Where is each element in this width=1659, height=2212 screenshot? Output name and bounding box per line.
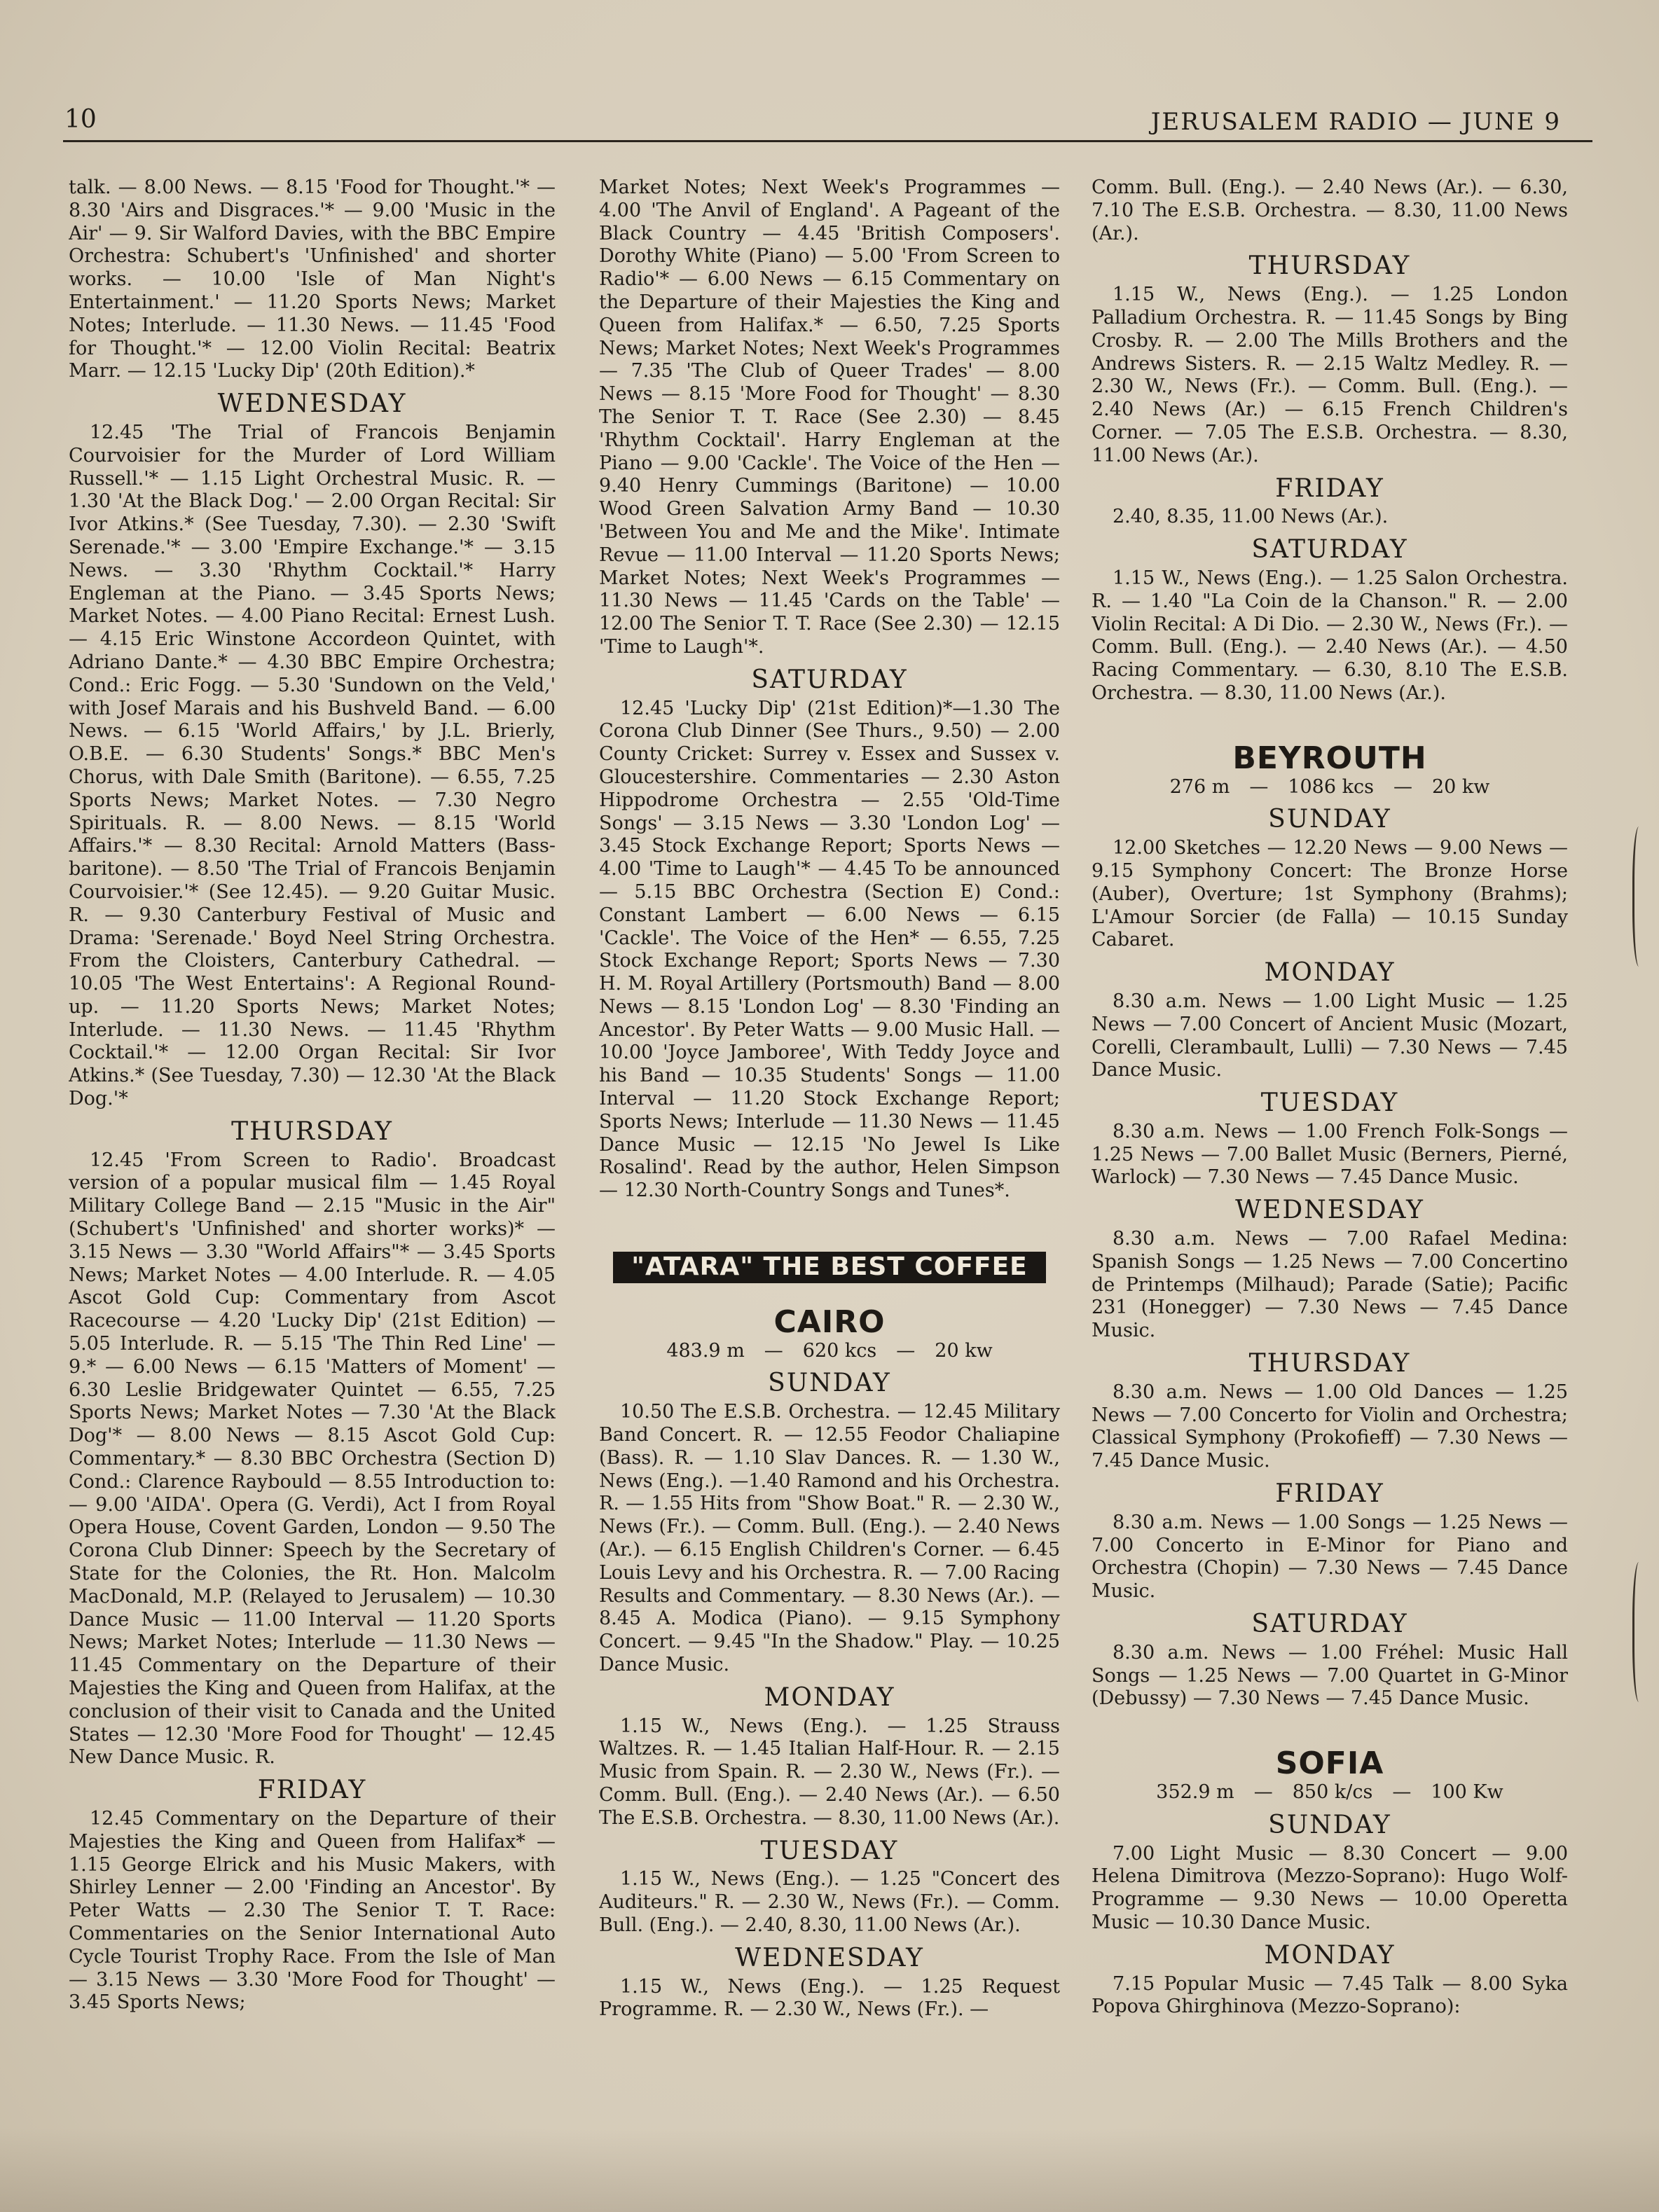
column-2 <box>599 177 1060 2128</box>
station-info-sofia <box>1092 1781 1568 1804</box>
day-heading-thursday: THURSDAY <box>1248 251 1411 281</box>
station-title-beyrouth: BEYROUTH <box>1232 740 1427 776</box>
sofia-day-heading-sunday: SUNDAY <box>1268 1810 1391 1839</box>
separator-dash: — <box>764 1339 783 1362</box>
saturday-listings: 1.15 W., News (Eng.). — 1.25 Salon Orchestra. R. — 1.40 "La Coin de la Chanson." R. — 2.00 Violin Recital: A Di Dio. — 2.30 W., News (Fr.). — Comm. Bull. (Eng.). — 2.40 News (Ar.). — 4.50 Racing Commentary. — 6.30, 8.10 The E.S.B. Orchestra. — 8.30, 11.00 News (Ar.). <box>1092 567 1568 704</box>
cairo-wednesday-listings: 1.15 W., News (Eng.). — 1.25 Request Programme. R. — 2.30 W., News (Fr.). — <box>599 1975 1060 2021</box>
station-wavelength: 276 m <box>1169 775 1230 798</box>
binding-tear-mark <box>1632 1562 1648 1702</box>
col3-intro: Comm. Bull. (Eng.). — 2.40 News (Ar.). — 6.30, 7.10 The E.S.B. Orchestra. — 8.30, 11.00 News (Ar.). <box>1092 177 1568 244</box>
col1-intro: talk. — 8.00 News. — 8.15 'Food for Thought.'* — 8.30 'Airs and Disgraces.'* — 9.00 'Music in the Air' — 9. Sir Walford Davies, with the BBC Empire Orchestra: Schubert's 'Unfinished' and shorter works. — 10.00 'Isle of Man Night's Entertainment.' — 11.20 Sports News; Market Notes; Interlude. — 11.30 News. — 11.45 'Food for Thought.'* — 12.00 Violin Recital: Beatrix Marr. — 12.15 'Lucky Dip' (20th Edition).* <box>69 177 556 382</box>
column-1 <box>69 177 556 2128</box>
beyrouth-saturday-listings: 8.30 a.m. News — 1.00 Fréhel: Music Hall Songs — 1.25 News — 7.00 Quartet in G-Minor (Debussy) — 7.30 News — 7.45 Dance Music. <box>1092 1641 1568 1710</box>
column-3 <box>1092 177 1568 2128</box>
day-heading-wednesday: WEDNESDAY <box>217 389 407 419</box>
cairo-monday-listings: 1.15 W., News (Eng.). — 1.25 Strauss Waltzes. R. — 1.45 Italian Half-Hour. R. — 2.15 Music from Spain. R. — 2.30 W., News (Fr.). — Comm. Bull. (Eng.). — 2.40 News (Ar.). — 6.50 The E.S.B. Orchestra. — 8.30, 11.00 News (Ar.). <box>599 1715 1060 1829</box>
beyrouth-day-heading-monday: MONDAY <box>1264 958 1396 988</box>
beyrouth-day-heading-thursday: THURSDAY <box>1248 1349 1411 1378</box>
saturday-listings: 12.45 'Lucky Dip' (21st Edition)*—1.30 The Corona Club Dinner (See Thurs., 9.50) — 2.00 County Cricket: Surrey v. Essex and Sussex v. Gloucestershire. Commentaries — 2.30 Aston Hippodrome Orchestra — 2.55 'Old-Time Songs' — 3.15 News — 3.30 'London Log' — 3.45 Stock Exchange Report; Sports News — 4.00 'Time to Laugh'* — 4.45 To be announced — 5.15 BBC Orchestra (Section E) Cond.: Constant Lambert — 6.00 News — 6.15 'Cackle'. The Voice of the Hen* — 6.55, 7.25 Stock Exchange Report; Sports News — 7.30 H. M. Royal Artillery (Portsmouth) Band — 8.00 News — 8.15 'London Log' — 8.30 'Finding an Ancestor'. By Peter Watts — 9.00 Music Hall. — 10.00 'Joyce Jamboree', With Teddy Joyce and his Band — 10.35 Students' Songs — 11.00 Interval — 11.20 Stock Exchange Report; Sports News; Interlude — 11.30 News — 11.45 Dance Music — 12.15 'No Jewel Is Like Rosalind'. Read by the author, Helen Simpson — 12.30 North-Country Songs and Tunes*. <box>599 697 1060 1202</box>
beyrouth-day-heading-friday: FRIDAY <box>1275 1479 1384 1509</box>
station-frequency: 850 k/cs <box>1292 1781 1373 1804</box>
wednesday-listings: 12.45 'The Trial of Francois Benjamin Courvoisier for the Murder of Lord William Russell.'* — 1.15 Light Orchestral Music. R. — 1.30 'At the Black Dog.' — 2.00 Organ Recital: Sir Ivor Atkins.* (See Tuesday, 7.30). — 2.30 'Swift Serenade.'* — 3.00 'Empire Exchange.'* — 3.15 News. — 3.30 'Rhythm Cocktail.'* Harry Engleman at the Piano. — 3.45 Sports News; Market Notes. — 4.00 Piano Recital: Ernest Lush. — 4.15 Eric Winstone Accordeon Quintet, with Adriano Dante.* — 4.30 BBC Empire Orchestra; Cond.: Eric Fogg. — 5.30 'Sundown on the Veld,' with Josef Marais and his Bushveld Band. — 6.00 News. — 6.15 'World Affairs,' by J.L. Brierly, O.B.E. — 6.30 Students' Songs.* BBC Men's Chorus, with Dale Smith (Baritone). — 6.55, 7.25 Sports News; Market Notes. — 7.30 Negro Spirituals. R. — 8.00 News. — 8.15 'World Affairs.'* — 8.30 Recital: Arnold Matters (Bass-baritone). — 8.50 'The Trial of Francois Benjamin Courvoisier.'* (See 12.45). — 9.20 Guitar Music. R. — 9.30 Canterbury Festival of Music and Drama: 'Serenade.' Boyd Neel String Orchestra. From the Cloisters, Canterbury Cathedral. — 10.05 'The West Entertains': A Regional Round-up. — 11.20 Sports News; Market Notes; Interlude. — 11.30 News. — 11.45 'Rhythm Cocktail.'* — 12.00 Organ Recital: Sir Ivor Atkins.* (See Tuesday, 7.30) — 12.30 'At the Black Dog.'* <box>69 421 556 1110</box>
station-frequency: 1086 kcs <box>1288 775 1374 798</box>
page-edge-shadow <box>0 2128 1659 2212</box>
station-title-cairo: CAIRO <box>773 1304 886 1340</box>
beyrouth-monday-listings: 8.30 a.m. News — 1.00 Light Music — 1.25 News — 7.00 Concert of Ancient Music (Mozart, Corelli, Clerambault, Lulli) — 7.30 News — 7.45 Dance Music. <box>1092 990 1568 1081</box>
cairo-day-heading-tuesday: TUESDAY <box>760 1836 899 1865</box>
beyrouth-sunday-listings: 12.00 Sketches — 12.20 News — 9.00 News — 9.15 Symphony Concert: The Bronze Horse (Auber), Overture; 1st Symphony (Brahms); L'Amour Sorcier (de Falla) — 10.15 Sunday Cabaret. <box>1092 837 1568 951</box>
separator-dash: — <box>1392 1781 1412 1804</box>
header-rule <box>63 140 1592 142</box>
cairo-sunday-listings: 10.50 The E.S.B. Orchestra. — 12.45 Military Band Concert. R. — 12.55 Feodor Chaliapine (Bass). R. — 1.10 Slav Dances. R. — 1.30 W., News (Eng.). —1.40 Ramond and his Orchestra. R. — 1.55 Hits from "Show Boat." R. — 2.30 W., News (Fr.). — Comm. Bull. (Eng.). — 2.40 News (Ar.). — 6.15 English Children's Corner. — 6.45 Louis Levy and his Orchestra. R. — 7.00 Racing Results and Commentary. — 8.30 News (Ar.). — 8.45 A. Modica (Piano). — 9.15 Symphony Concert. — 9.45 "In the Shadow." Play. — 10.25 Dance Music. <box>599 1401 1060 1676</box>
day-heading-saturday: SATURDAY <box>751 665 908 694</box>
friday-listings: 12.45 Commentary on the Departure of their Majesties the King and Queen from Halifax* — 1.15 George Elrick and his Music Makers, with Shirley Lenner — 2.00 'Finding an Ancestor'. By Peter Watts — 2.30 The Senior T. T. Race: Commentaries on the Senior International Auto Cycle Tourist Trophy Race. From the Isle of Man — 3.15 News — 3.30 'More Food for Thought' — 3.45 Sports News; <box>69 1807 556 2014</box>
station-frequency: 620 kcs <box>802 1339 877 1362</box>
binding-tear-mark <box>1632 827 1648 967</box>
station-power: 20 kw <box>1431 775 1490 798</box>
beyrouth-friday-listings: 8.30 a.m. News — 1.00 Songs — 1.25 News — 7.00 Concerto in E-Minor for Piano and Orchestra (Chopin) — 7.30 News — 7.45 Dance Music. <box>1092 1511 1568 1603</box>
sofia-day-heading-monday: MONDAY <box>1264 1940 1396 1970</box>
station-wavelength: 352.9 m <box>1156 1781 1234 1804</box>
station-info-beyrouth <box>1092 776 1568 799</box>
beyrouth-wednesday-listings: 8.30 a.m. News — 7.00 Rafael Medina: Spanish Songs — 1.25 News — 7.00 Concertino de Printemps (Milhaud); Parade (Satie); Pacific 231 (Honegger) — 7.30 News — 7.45 Dance Music. <box>1092 1228 1568 1342</box>
day-heading-thursday: THURSDAY <box>231 1117 393 1146</box>
station-power: 20 kw <box>935 1339 993 1362</box>
separator-dash: — <box>1253 1781 1273 1804</box>
cairo-tuesday-listings: 1.15 W., News (Eng.). — 1.25 "Concert des Auditeurs." R. — 2.30 W., News (Fr.). — Comm. Bull. (Eng.). — 2.40, 8.30, 11.00 News (Ar.). <box>599 1868 1060 1936</box>
sofia-monday-listings: 7.15 Popular Music — 7.45 Talk — 8.00 Syka Popova Ghirghinova (Mezzo-Soprano): <box>1092 1972 1568 2018</box>
station-info-cairo <box>599 1340 1060 1363</box>
separator-dash: — <box>1393 775 1412 798</box>
day-heading-friday: FRIDAY <box>1275 473 1384 503</box>
beyrouth-day-heading-wednesday: WEDNESDAY <box>1235 1196 1424 1225</box>
station-wavelength: 483.9 m <box>666 1339 745 1362</box>
beyrouth-day-heading-sunday: SUNDAY <box>1268 805 1391 834</box>
friday-listings: 2.40, 8.35, 11.00 News (Ar.). <box>1113 506 1389 528</box>
separator-dash: — <box>896 1339 916 1362</box>
cairo-day-heading-monday: MONDAY <box>764 1682 895 1712</box>
beyrouth-day-heading-saturday: SATURDAY <box>1251 1610 1408 1639</box>
page-number: 10 <box>64 105 97 134</box>
station-power: 100 Kw <box>1431 1781 1503 1804</box>
coffee-advertisement: "ATARA" THE BEST COFFEE <box>613 1252 1046 1283</box>
thursday-listings: 1.15 W., News (Eng.). — 1.25 London Palladium Orchestra. R. — 11.45 Songs by Bing Crosby. R. — 2.00 The Mills Brothers and the Andrews Sisters. R. — 2.15 Waltz Medley. R. — 2.30 W., News (Fr.). — Comm. Bull. (Eng.). — 2.40 News (Ar.) — 6.15 French Children's Corner. — 7.05 The E.S.B. Orchestra. — 8.30, 11.00 News (Ar.). <box>1092 284 1568 466</box>
beyrouth-tuesday-listings: 8.30 a.m. News — 1.00 French Folk-Songs — 1.25 News — 7.00 Ballet Music (Berners, Pierné, Warlock) — 7.30 News — 7.45 Dance Music. <box>1092 1120 1568 1189</box>
day-heading-saturday: SATURDAY <box>1251 535 1408 565</box>
day-heading-friday: FRIDAY <box>257 1776 367 1805</box>
beyrouth-day-heading-tuesday: TUESDAY <box>1260 1088 1399 1118</box>
cairo-day-heading-wednesday: WEDNESDAY <box>735 1943 924 1972</box>
cairo-day-heading-sunday: SUNDAY <box>768 1369 891 1398</box>
separator-dash: — <box>1249 775 1269 798</box>
sofia-sunday-listings: 7.00 Light Music — 8.30 Concert — 9.00 Helena Dimitrova (Mezzo-Soprano): Hugo Wolf-Programme — 9.30 News — 10.00 Operetta Music — 10.30 Dance Music. <box>1092 1842 1568 1933</box>
beyrouth-thursday-listings: 8.30 a.m. News — 1.00 Old Dances — 1.25 News — 7.00 Concerto for Violin and Orchestra; Classical Symphony (Prokofieff) — 7.30 News — 7.45 Dance Music. <box>1092 1381 1568 1472</box>
col2-intro: Market Notes; Next Week's Programmes — 4.00 'The Anvil of England'. A Pageant of the Black Country — 4.45 'British Composers'. Dorothy White (Piano) — 5.00 'From Screen to Radio'* — 6.00 News — 6.15 Commentary on the Departure of their Majesties the King and Queen from Halifax.* — 6.50, 7.25 Sports News; Market Notes; Next Week's Programmes — 7.35 'The Club of Queer Trades' — 8.00 News — 8.15 'More Food for Thought' — 8.30 The Senior T. T. Race (See 2.30) — 8.45 'Rhythm Cocktail'. Harry Engleman at the Piano — 9.00 'Cackle'. The Voice of the Hen — 9.40 Henry Cummings (Baritone) — 10.00 Wood Green Salvation Army Band — 10.30 'Between You and Me and the Mike'. Intimate Revue — 11.00 Interval — 11.20 Sports News; Market Notes; Next Week's Programmes — 11.30 News — 11.45 'Cards on the Table' — 12.00 The Senior T. T. Race (See 2.30) — 12.15 'Time to Laugh'*. <box>599 177 1060 658</box>
thursday-listings: 12.45 'From Screen to Radio'. Broadcast version of a popular musical film — 1.45 Royal Military College Band — 2.15 "Music in the Air" (Schubert's 'Unfinished' and shorter works)* — 3.15 News — 3.30 "World Affairs"* — 3.45 Sports News; Market Notes — 4.00 Interlude. R. — 4.05 Ascot Gold Cup: Commentary from Ascot Racecourse — 4.20 'Lucky Dip' (21st Edition) — 5.05 Interlude. R. — 5.15 'The Thin Red Line' — 9.* — 6.00 News — 6.15 'Matters of Moment' — 6.30 Leslie Bridgewater Quintet — 6.55, 7.25 Sports News; Market Notes — 7.30 'At the Black Dog'* — 8.00 News — 8.15 Ascot Gold Cup: Commentary.* — 8.30 BBC Orchestra (Section D) Cond.: Clarence Raybould — 8.55 Introduction to: — 9.00 'AIDA'. Opera (G. Verdi), Act I from Royal Opera House, Covent Garden, London — 9.50 The Corona Club Dinner: Speech by the Secretary of State for the Colonies, the Rt. Hon. Malcolm MacDonald, M.P. (Relayed to Jerusalem) — 10.30 Dance Music — 11.00 Interval — 11.20 Sports News; Market Notes; Interlude — 11.30 News — 11.45 Commentary on the Departure of their Majesties the King and Queen from Halifax, at the conclusion of their visit to Canada and the United States — 12.30 'More Food for Thought' — 12.45 New Dance Music. R. <box>69 1149 556 1769</box>
station-title-sofia: SOFIA <box>1275 1746 1384 1782</box>
running-head: JERUSALEM RADIO — JUNE 9 <box>1150 108 1561 136</box>
